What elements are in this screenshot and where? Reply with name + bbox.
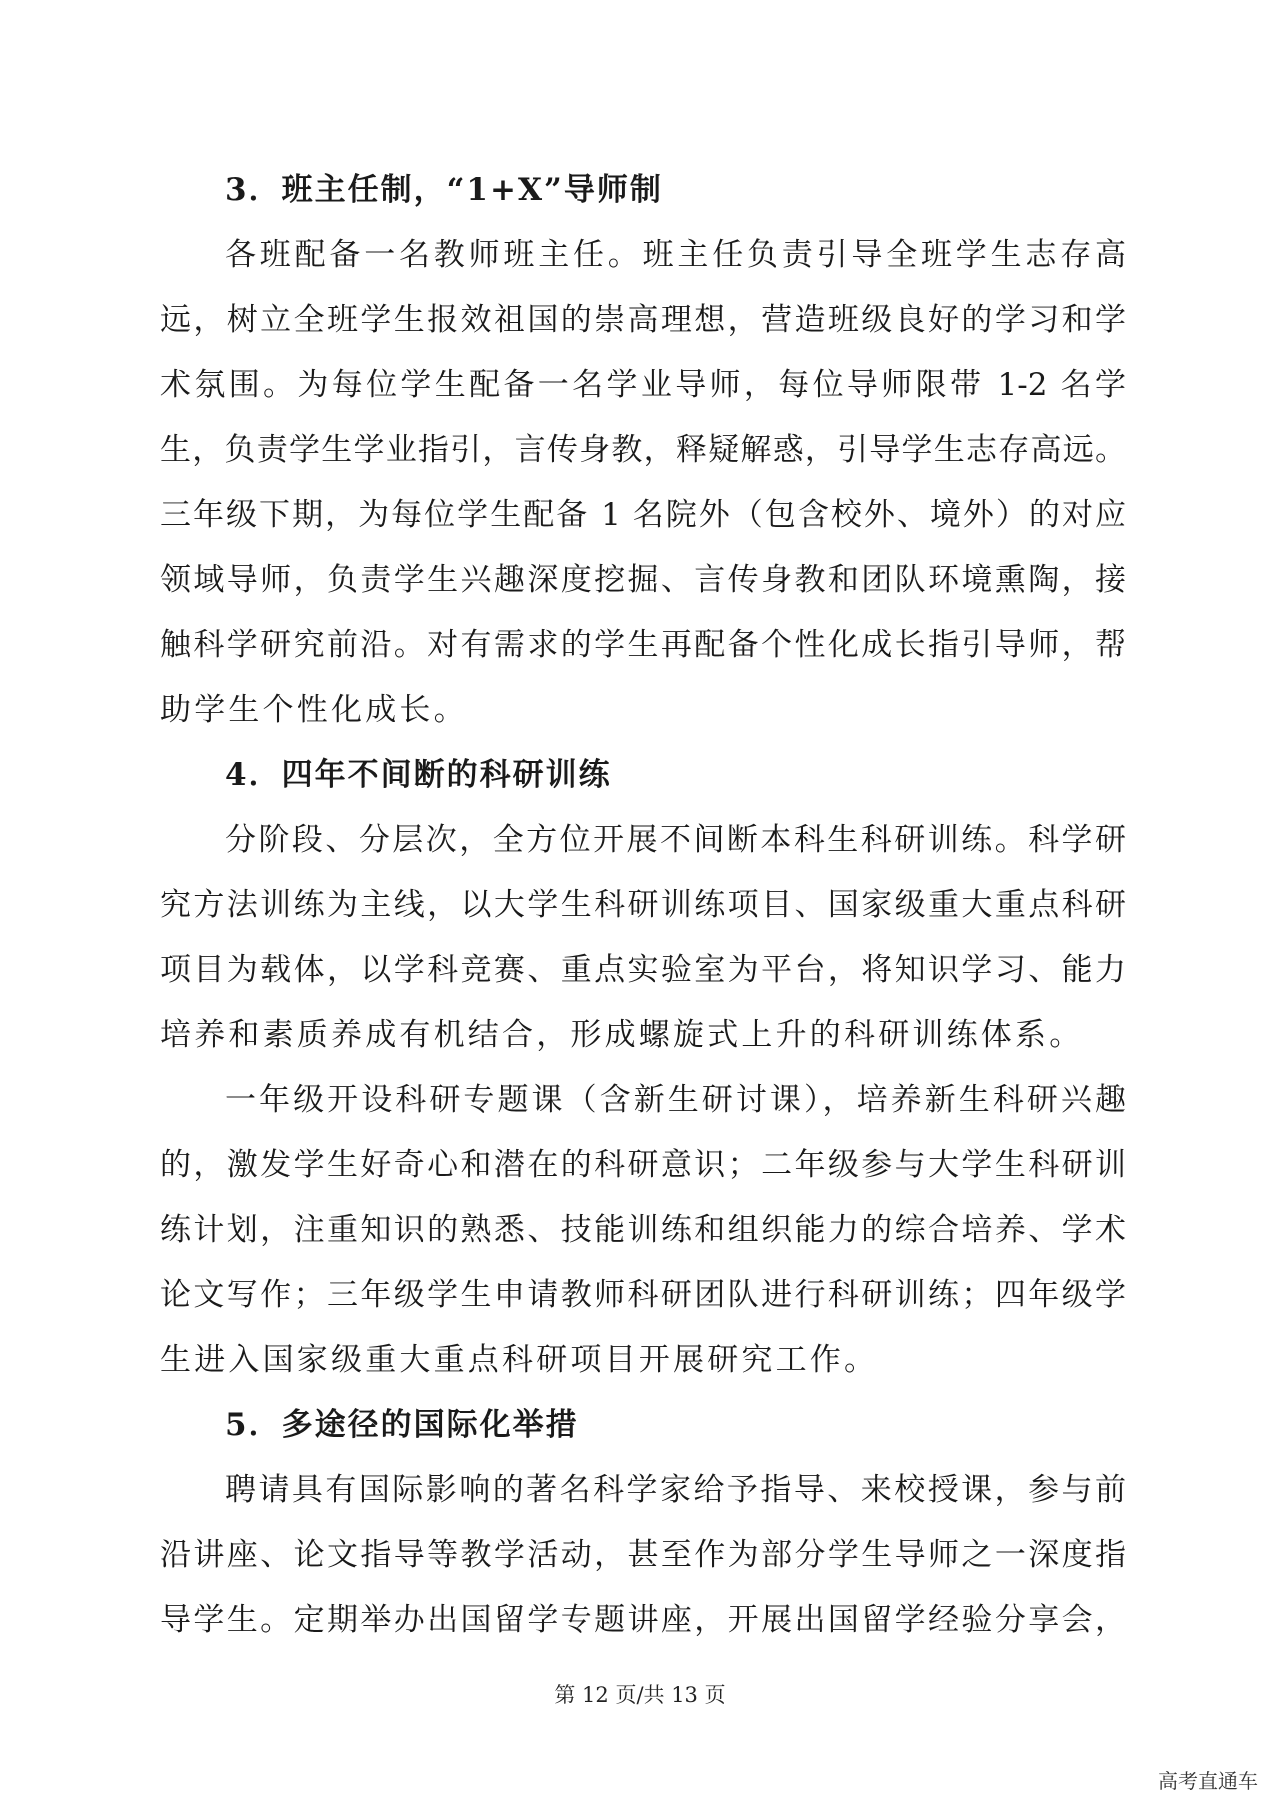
section-heading: 5．多途径的国际化举措 (225, 1407, 579, 1443)
text-line: 聘请具有国际影响的著名科学家给予指导、来校授课，参与前 (225, 1472, 1126, 1508)
section-heading: 4．四年不间断的科研训练 (225, 757, 612, 793)
text-line: 术氛围。为每位学生配备一名学业导师，每位导师限带 1-2 名学 (160, 367, 1126, 403)
text-line: 触科学研究前沿。对有需求的学生再配备个性化成长指引导师，帮 (160, 627, 1126, 663)
text-line: 练计划，注重知识的熟悉、技能训练和组织能力的综合培养、学术 (160, 1212, 1126, 1248)
text-line: 导学生。定期举办出国留学专题讲座，开展出国留学经验分享会， (160, 1602, 1126, 1638)
text-line: 究方法训练为主线，以大学生科研训练项目、国家级重大重点科研 (160, 887, 1126, 923)
text-line: 三年级下期，为每位学生配备 1 名院外（包含校外、境外）的对应 (160, 497, 1126, 533)
text-line: 助学生个性化成长。 (160, 692, 468, 728)
page-number: 第 12 页/共 13 页 (554, 1683, 726, 1707)
text-line: 培养和素质养成有机结合，形成螺旋式上升的科研训练体系。 (160, 1017, 1084, 1053)
text-line: 沿讲座、论文指导等教学活动，甚至作为部分学生导师之一深度指 (160, 1537, 1126, 1573)
text-line: 生，负责学生学业指引，言传身教，释疑解惑，引导学生志存高远。 (160, 432, 1126, 468)
text-line: 论文写作；三年级学生申请教师科研团队进行科研训练；四年级学 (160, 1277, 1126, 1313)
text-line: 领域导师，负责学生兴趣深度挖掘、言传身教和团队环境熏陶，接 (160, 562, 1126, 598)
text-line: 远，树立全班学生报效祖国的崇高理想，营造班级良好的学习和学 (160, 302, 1126, 338)
text-line: 各班配备一名教师班主任。班主任负责引导全班学生志存高 (225, 237, 1126, 273)
text-line: 的，激发学生好奇心和潜在的科研意识；二年级参与大学生科研训 (160, 1147, 1126, 1183)
text-line: 一年级开设科研专题课（含新生研讨课），培养新生科研兴趣 (225, 1082, 1126, 1118)
section-heading: 3．班主任制，“1+X”导师制 (225, 172, 663, 208)
text-line: 生进入国家级重大重点科研项目开展研究工作。 (160, 1342, 879, 1378)
text-line: 项目为载体，以学科竞赛、重点实验室为平台，将知识学习、能力 (160, 952, 1126, 988)
watermark-label: 高考直通车 (1152, 1764, 1264, 1798)
text-line: 分阶段、分层次，全方位开展不间断本科生科研训练。科学研 (225, 822, 1126, 858)
